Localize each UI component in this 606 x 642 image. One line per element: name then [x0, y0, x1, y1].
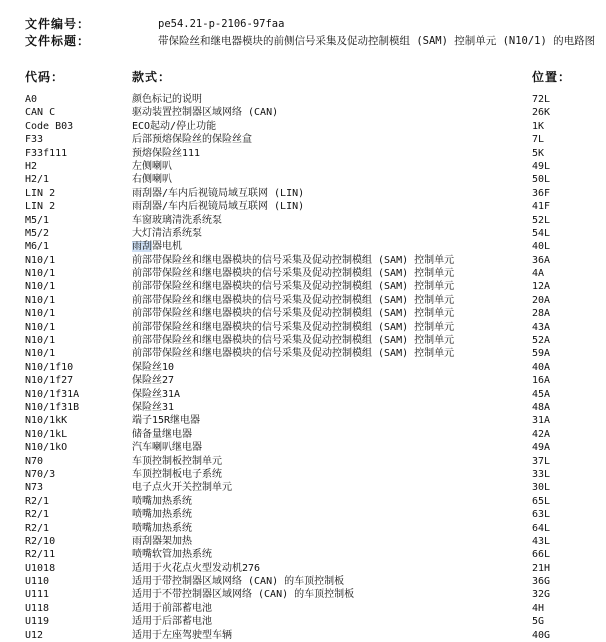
table-row [0, 588, 606, 601]
component-description: 适用于前部蓄电池 [132, 602, 212, 614]
component-description: 左侧喇叭 [132, 160, 172, 172]
document-number-label: 文件编号： [25, 17, 91, 31]
component-position: 41F [532, 201, 551, 213]
component-description: 前部带保险丝和继电器模块的信号采集及促动控制模组 (SAM) 控制单元 [132, 281, 455, 293]
document-title-label: 文件标题： [25, 34, 91, 48]
table-row [0, 200, 606, 213]
table-row [0, 401, 606, 414]
component-description: 车顶控制板电子系统 [132, 468, 222, 480]
component-code: N10/1f31A [25, 388, 80, 400]
table-row [0, 562, 606, 575]
component-code: N10/1f27 [25, 375, 74, 387]
component-position: 42A [532, 428, 551, 440]
component-description: 喷嘴加热系统 [132, 509, 192, 521]
component-position: 37L [532, 455, 551, 467]
component-position: 12A [532, 281, 551, 293]
component-code: LIN 2 [25, 187, 56, 199]
component-code: Code B03 [25, 120, 74, 132]
component-position: 49A [532, 442, 551, 454]
component-code: N10/1f10 [25, 361, 74, 373]
component-description: 右侧喇叭 [132, 174, 172, 186]
component-description: 前部带保险丝和继电器模块的信号采集及促动控制模组 (SAM) 控制单元 [132, 254, 455, 266]
table-row [0, 227, 606, 240]
component-position: 31A [532, 415, 551, 427]
component-code: N10/1 [25, 335, 56, 347]
table-row [0, 334, 606, 347]
component-position: 32G [532, 589, 551, 601]
component-description: 喷嘴加热系统 [132, 522, 192, 534]
component-code: LIN 2 [25, 201, 56, 213]
component-description: 驱动装置控制器区域网络 (CAN) [132, 107, 279, 119]
component-position: 50L [532, 174, 551, 186]
component-code: U111 [25, 589, 50, 601]
document-number-value: pe54.21-p-2106-97faa [158, 18, 285, 30]
component-position: 45A [532, 388, 551, 400]
component-description: 预熔保险丝111 [132, 147, 201, 159]
component-description: 喷嘴软管加热系统 [132, 549, 212, 561]
table-row [0, 468, 606, 481]
component-description: 前部带保险丝和继电器模块的信号采集及促动控制模组 (SAM) 控制单元 [132, 294, 455, 306]
table-row [0, 508, 606, 521]
component-code: R2/1 [25, 509, 50, 521]
component-description: 前部带保险丝和继电器模块的信号采集及促动控制模组 (SAM) 控制单元 [132, 308, 455, 320]
component-description: 前部带保险丝和继电器模块的信号采集及促动控制模组 (SAM) 控制单元 [132, 335, 455, 347]
component-description: 电子点火开关控制单元 [132, 482, 232, 494]
component-position: 7L [532, 134, 545, 146]
component-position: 30L [532, 482, 551, 494]
component-position: 49L [532, 160, 551, 172]
component-position: 65L [532, 495, 551, 507]
component-description: 保险丝27 [132, 375, 175, 387]
component-code: N10/1 [25, 348, 56, 360]
description-text: 器电机 [152, 241, 182, 253]
component-description: 车窗玻璃清洗系统泵 [132, 214, 222, 226]
component-position: 5K [532, 147, 545, 159]
table-row [0, 575, 606, 588]
component-code: N10/1 [25, 268, 56, 280]
table-row [0, 173, 606, 186]
component-code: U119 [25, 616, 50, 628]
table-row [0, 214, 606, 227]
component-description: 保险丝31 [132, 401, 175, 413]
component-position: 54L [532, 227, 551, 239]
selected-text[interactable]: 雨刮 [132, 241, 152, 253]
component-description: 车顶控制板控制单元 [132, 455, 222, 467]
document-title-value: 带保险丝和继电器模块的前侧信号采集及促动控制模组 (SAM) 控制单元 (N10/1) 的电路图 [158, 35, 596, 47]
table-row [0, 147, 606, 160]
component-position: 40G [532, 629, 551, 641]
table-row [0, 615, 606, 628]
component-code: N10/1kO [25, 442, 68, 454]
header-position: 位置： [532, 70, 572, 84]
component-description: 适用于不带控制器区域网络 (CAN) 的车顶控制板 [132, 589, 355, 601]
component-code: N10/1kL [25, 428, 68, 440]
table-row [0, 321, 606, 334]
component-code: N10/1 [25, 321, 56, 333]
table-row [0, 120, 606, 133]
component-description: 适用于带控制器区域网络 (CAN) 的车顶控制板 [132, 576, 345, 588]
table-row [0, 374, 606, 387]
component-position: 1K [532, 120, 545, 132]
table-row [0, 347, 606, 360]
table-row [0, 548, 606, 561]
component-position: 43L [532, 535, 551, 547]
component-position: 48A [532, 401, 551, 413]
table-row [0, 267, 606, 280]
component-code: R2/1 [25, 522, 50, 534]
component-code: M5/2 [25, 227, 50, 239]
table-row [0, 522, 606, 535]
component-code: U1018 [25, 562, 56, 574]
component-position: 5G [532, 616, 545, 628]
component-description: 雨刮器/车内后视镜局域互联网 (LIN) [132, 187, 305, 199]
component-position: 52L [532, 214, 551, 226]
component-position: 21H [532, 562, 551, 574]
component-code: N73 [25, 482, 44, 494]
component-position: 4H [532, 602, 545, 614]
component-description [132, 240, 182, 253]
component-code: M5/1 [25, 214, 50, 226]
component-code: U12 [25, 629, 44, 641]
component-description: 端子15R继电器 [132, 415, 201, 427]
component-code: N70/3 [25, 468, 56, 480]
table-row [0, 240, 606, 253]
component-description: 前部带保险丝和继电器模块的信号采集及促动控制模组 (SAM) 控制单元 [132, 321, 455, 333]
component-description: 适用于火花点火型发动机276 [132, 562, 261, 574]
component-description: 保险丝31A [132, 388, 181, 400]
component-position: 26K [532, 107, 551, 119]
component-code: U118 [25, 602, 50, 614]
component-code: H2 [25, 160, 38, 172]
component-code: U110 [25, 576, 50, 588]
table-row [0, 481, 606, 494]
component-description: 前部带保险丝和继电器模块的信号采集及促动控制模组 (SAM) 控制单元 [132, 348, 455, 360]
component-code: N10/1 [25, 281, 56, 293]
component-code: R2/11 [25, 549, 56, 561]
component-description: 适用于后部蓄电池 [132, 616, 212, 628]
table-row [0, 428, 606, 441]
component-position: 36F [532, 187, 551, 199]
component-code: H2/1 [25, 174, 50, 186]
table-row [0, 106, 606, 119]
component-position: 28A [532, 308, 551, 320]
component-code: N10/1 [25, 308, 56, 320]
component-position: 40A [532, 361, 551, 373]
table-row [0, 187, 606, 200]
table-row [0, 535, 606, 548]
component-description: 适用于左座驾驶型车辆 [132, 629, 232, 641]
table-row [0, 160, 606, 173]
component-position: 63L [532, 509, 551, 521]
table-row [0, 93, 606, 106]
component-code: F33 [25, 134, 44, 146]
component-description: 颜色标记的说明 [132, 94, 202, 105]
component-description: 大灯清洁系统泵 [132, 227, 202, 239]
component-position: 36A [532, 254, 551, 266]
component-code: F33f111 [25, 147, 68, 159]
component-description: 后部预熔保险丝的保险丝盒 [132, 134, 252, 146]
component-code: R2/10 [25, 535, 56, 547]
header-description: 款式： [132, 70, 172, 84]
component-code: M6/1 [25, 241, 50, 253]
component-code: N70 [25, 455, 44, 467]
table-row [0, 361, 606, 374]
component-description: 雨刮器架加热 [132, 535, 192, 547]
table-row [0, 280, 606, 293]
table-row [0, 495, 606, 508]
component-position: 59A [532, 348, 551, 360]
table-row [0, 133, 606, 146]
component-code: CAN C [25, 107, 56, 119]
component-code: N10/1 [25, 254, 56, 266]
component-table [0, 93, 606, 642]
table-row [0, 414, 606, 427]
table-row [0, 307, 606, 320]
table-row [0, 629, 606, 642]
component-description: 喷嘴加热系统 [132, 495, 192, 507]
component-position: 4A [532, 268, 545, 280]
table-row [0, 254, 606, 267]
component-description: 保险丝10 [132, 361, 175, 373]
table-row [0, 388, 606, 401]
component-position: 64L [532, 522, 551, 534]
table-row [0, 602, 606, 615]
component-position: 52A [532, 335, 551, 347]
table-row [0, 455, 606, 468]
component-description: 汽车喇叭继电器 [132, 442, 202, 454]
component-position: 20A [532, 294, 551, 306]
component-position: 43A [532, 321, 551, 333]
component-description: 储备量继电器 [132, 428, 192, 440]
component-position: 40L [532, 241, 551, 253]
component-position: 16A [532, 375, 551, 387]
table-row [0, 441, 606, 454]
table-row [0, 294, 606, 307]
component-code: N10/1kK [25, 415, 68, 427]
component-code: A0 [25, 94, 38, 105]
component-code: N10/1 [25, 294, 56, 306]
component-description: 雨刮器/车内后视镜局域互联网 (LIN) [132, 201, 305, 213]
component-description: 前部带保险丝和继电器模块的信号采集及促动控制模组 (SAM) 控制单元 [132, 268, 455, 280]
component-code: N10/1f31B [25, 401, 80, 413]
component-position: 36G [532, 576, 551, 588]
component-description: ECO起动/停止功能 [132, 120, 217, 132]
component-position: 72L [532, 94, 551, 105]
component-position: 33L [532, 468, 551, 480]
header-code: 代码： [25, 70, 65, 84]
component-code: R2/1 [25, 495, 50, 507]
component-position: 66L [532, 549, 551, 561]
